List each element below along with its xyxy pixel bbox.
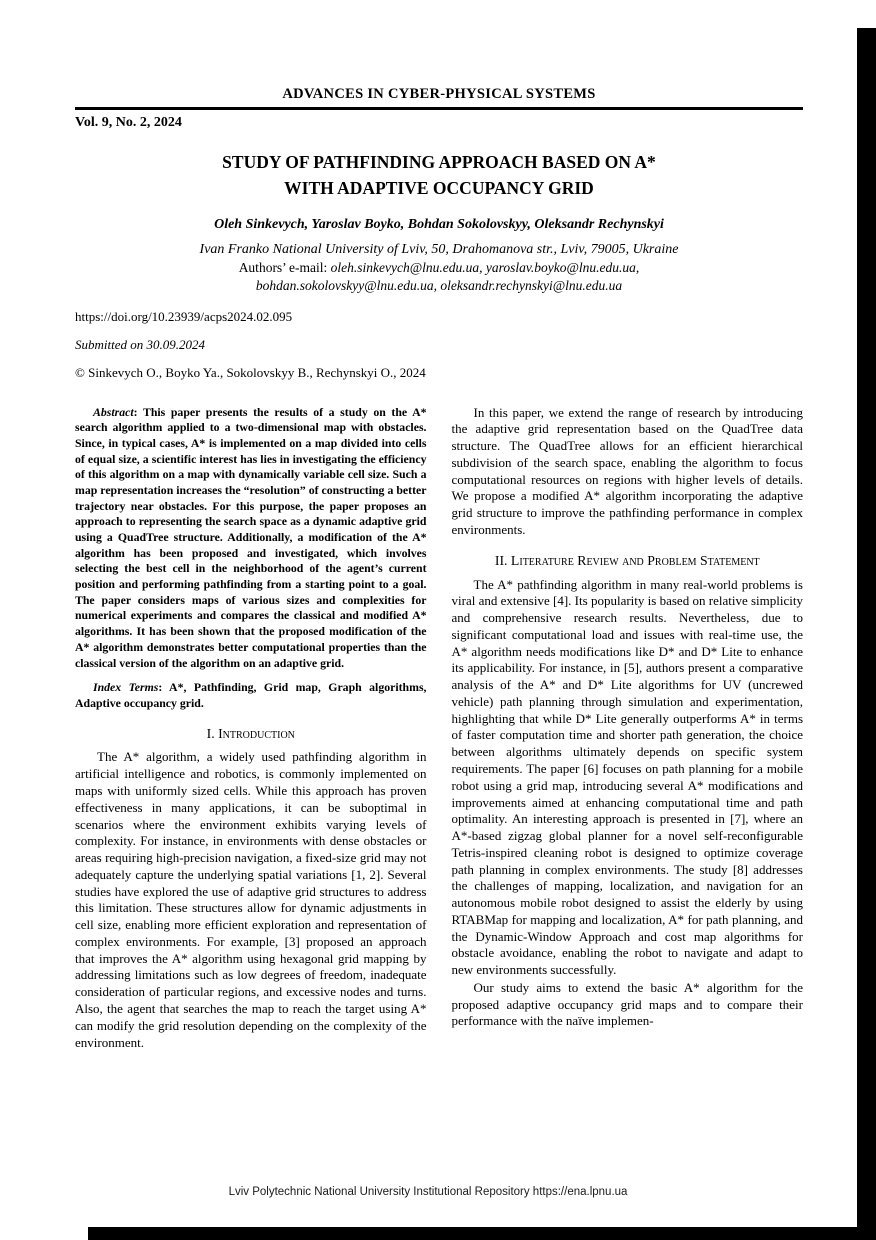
abstract-paragraph — [75, 405, 427, 672]
volume-issue: Vol. 9, No. 2, 2024 — [75, 115, 182, 130]
scan-edge-bottom — [88, 1227, 876, 1240]
paper-title-line1: STUDY OF PATHFINDING APPROACH BASED ON A* — [222, 152, 656, 172]
abstract-text: : This paper presents the results of a study on the A* search algorithm applied to a two-dimensional map with obstacles. Since, in typical cases, A* is implemented on a map divided into cells of equal size, a scientific interest has lies in investigating the efficiency of this algorithm on a map with dynamically variable cell size. Such a map representation increases the “resolution” of constructing a better trajectory near obstacles. For this purpose, the paper proposes an approach to representing the search space as a dynamic adaptive grid using a QuadTree structure. Additionally, a modification of the A* algorithm has been proposed and investigated, which involves selecting the best cell in the neighborhood of the agent’s current position and performing pathfinding from a starting point to a goal. The paper considers maps of various sizes and complexities for numerical experiments and compares the classical and modified A* algorithms. It has been shown that the proposed modification of the A* algorithm demonstrates better computational properties than the classical version of the algorithm on an adaptive grid. — [75, 404, 427, 670]
page-content — [75, 0, 803, 1051]
paper-title-line2: WITH ADAPTIVE OCCUPANCY GRID — [284, 178, 594, 199]
affiliation: Ivan Franko National University of Lviv, 50, Drahomanova str., Lviv, 79005, Ukraine — [199, 241, 679, 257]
copyright-line: © Sinkevych O., Boyko Ya., Sokolovskyy B., Rechynskyi O., 2024 — [75, 364, 426, 380]
author-list: Oleh Sinkevych, Yaroslav Boyko, Bohdan Sokolovskyy, Oleksandr Rechynskyi — [214, 216, 664, 232]
section-heading-introduction: I. Introduction — [206, 725, 295, 741]
journal-header: ADVANCES IN CYBER-PHYSICAL SYSTEMS — [282, 86, 596, 102]
submission-date: Submitted on 30.09.2024 — [75, 336, 205, 352]
index-terms-label: Index Terms — [93, 680, 159, 695]
paper-title — [75, 149, 803, 202]
doi: https://doi.org/10.23939/acps2024.02.095 — [75, 308, 293, 324]
abstract-label: Abstract — [93, 404, 134, 419]
scan-edge-right — [857, 28, 876, 1240]
authors-email-line2: bohdan.sokolovskyy@lnu.edu.ua, oleksandr.rechynskyi@lnu.edu.ua — [255, 277, 623, 293]
header-rule — [75, 107, 803, 110]
index-terms-text: : A*, Pathfinding, Grid map, Graph algorithms, Adaptive occupancy grid. — [75, 680, 427, 710]
email-label: Authors’ e-mail: — [238, 259, 331, 275]
left-column — [75, 405, 427, 1052]
authors-email-line1 — [75, 260, 803, 276]
intro-paragraph: The A* algorithm, a widely used pathfinding algorithm in artificial intelligence and robotics, is commonly implemented on maps with uniformly sized cells. While this approach has proven effectiveness in many applications, it can be suboptimal in scenarios where the environment exhibits varying levels of complexity. For instance, in environments with dense obstacles or areas requiring high-precision navigation, a fixed-size grid may not adequately capture the underlying spatial variations [1, 2]. Several studies have explored the use of adaptive grid structures to address this limitation. These structures allow for dynamic adjustments in cell size, enabling more efficient exploration and representation of complex environments. For example, [3] proposed an approach that improves the A* algorithm using hexagonal grid mapping by addressing limitations such as low degrees of freedom, inadequate consideration of particular regions, and excessive nodes and turns. Also, the agent that searches the map to reach the target using A* can modify the grid resolution depending on the complexity of the environment. — [75, 749, 427, 1050]
literature-paragraph: The A* pathfinding algorithm in many real-world problems is viral and extensive [4]. Its popularity is based on relative simplicity and comprehensive research results. Nevertheless, due to significant computational load and issues with real-time use, the A* algorithm needs modifications like D* and D* Lite to enhance its applicability. For instance, in [5], authors present a comparative analysis of the A* and D* Lite algorithms for UV (uncrewed vehicle) path planning through simulation and experimentation, highlighting that while D* Lite generally outperforms A* in terms of faster computation time and shorter path generation, the choice between algorithms ultimately depends on specific system requirements. The paper [6] focuses on path planning for a mobile robot using a grid map, introducing several A* modifications and improvements aimed at enhancing computational time and path optimality. An interesting approach is presented in [7], where an A*-based zigzag global planner for a novel self-reconfigurable Tetris-inspired cleaning robot is designed to optimize coverage path planning in complex environments. The study [8] addresses the challenges of mapping, localization, and navigation for an autonomous mobile robot designed to assist the elderly by using RTABMap for mapping and localization, A* for path planning, and the Dynamic-Window Approach and cost map algorithms for obstacle avoidance, enabling the robot to navigate and adapt to new environments successfully. — [451, 576, 803, 978]
email-addresses-1: oleh.sinkevych@lnu.edu.ua, yaroslav.boyko@lnu.edu.ua, — [330, 259, 640, 275]
section-heading-literature-review: II. Literature Review and Problem Statement — [494, 552, 760, 568]
study-aims-paragraph: Our study aims to extend the basic A* algorithm for the proposed adaptive occupancy grid maps and to compare their performance with the naïve implemen- — [451, 979, 803, 1029]
extension-paragraph: In this paper, we extend the range of research by introducing the adaptive grid representation based on the QuadTree data structure. The QuadTree allows for an efficient hierarchical subdivision of the search space, enabling the algorithm to focus computational resources on regions with higher levels of details. We propose a modified A* algorithm incorporating the adaptive grid structure to improve the pathfinding performance in complex environments. — [451, 404, 803, 537]
repository-footer: Lviv Polytechnic National University Institutional Repository https://ena.lpnu.ua — [228, 1186, 628, 1198]
two-column-body — [75, 405, 803, 1052]
index-terms — [75, 680, 427, 711]
right-column — [452, 405, 804, 1052]
